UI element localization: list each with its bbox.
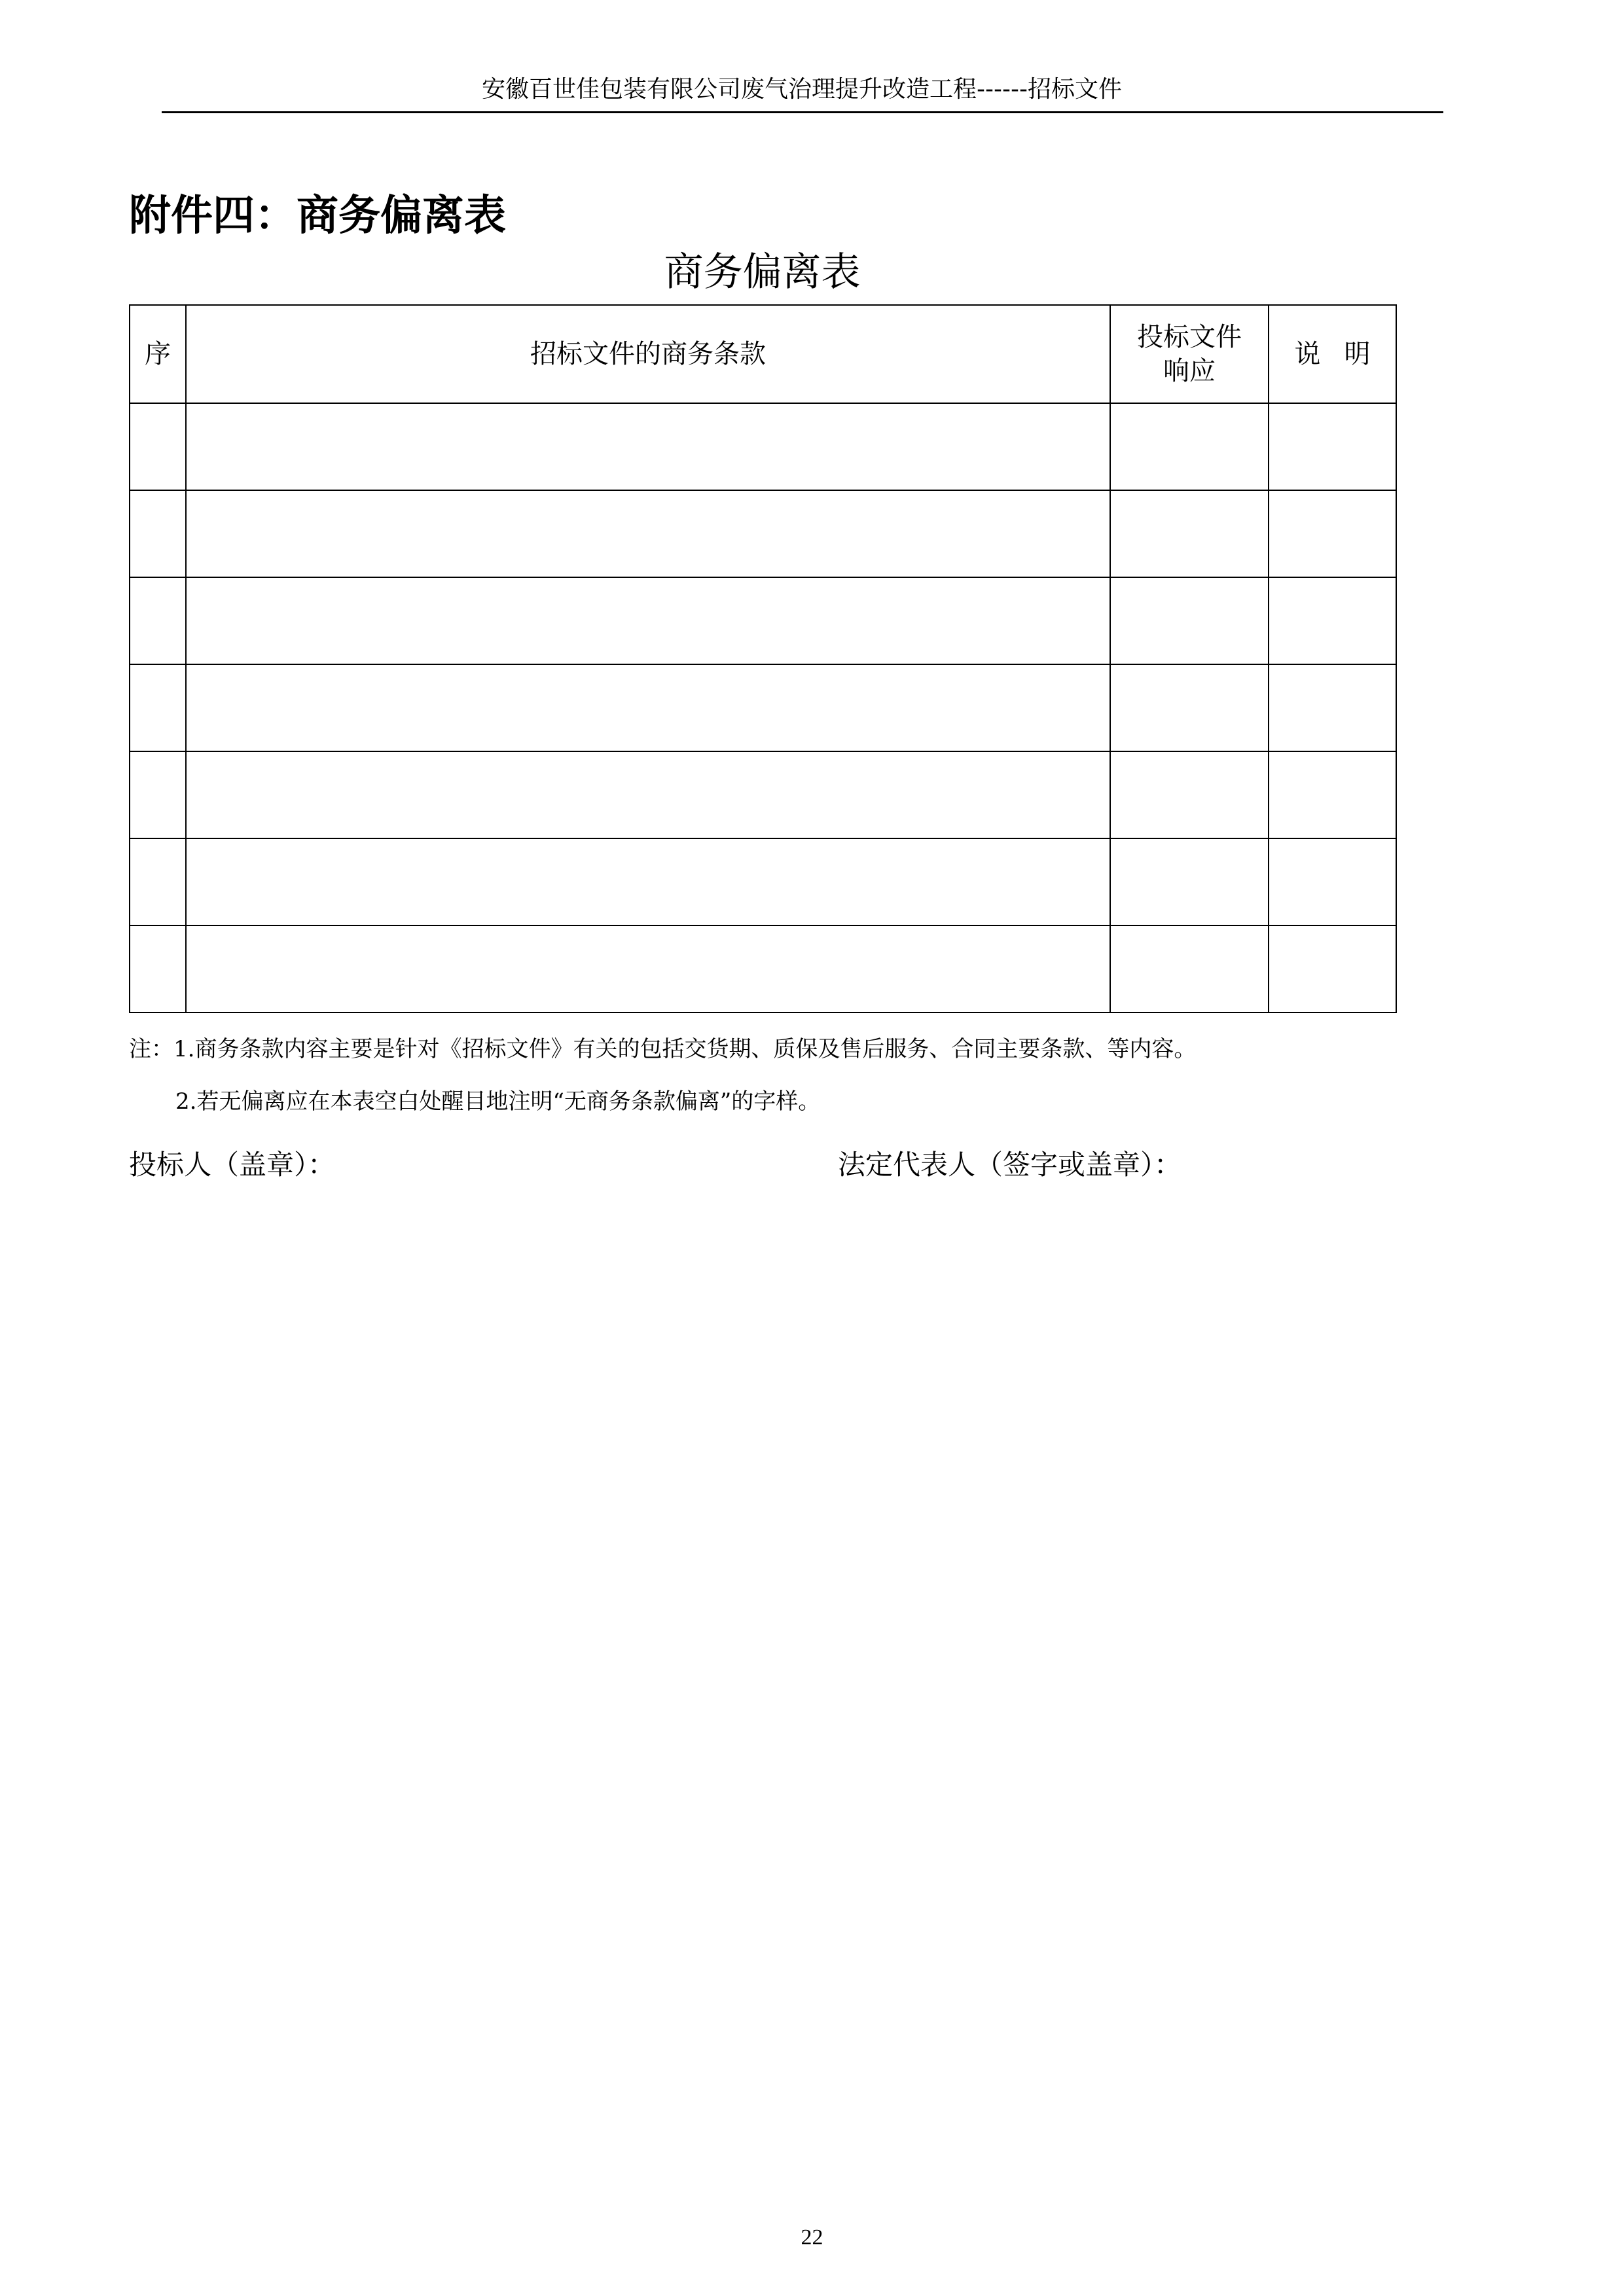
cell-response xyxy=(1110,664,1269,751)
cell-response xyxy=(1110,403,1269,490)
table-row xyxy=(130,664,1396,751)
table-row xyxy=(130,577,1396,664)
cell-seq xyxy=(130,751,186,838)
cell-terms xyxy=(186,925,1110,1013)
column-header-note xyxy=(1269,305,1396,403)
column-header-note-label: 说明 xyxy=(1294,339,1394,369)
table-header-row xyxy=(130,305,1396,403)
bidder-seal-label: 投标人（盖章）： xyxy=(129,1149,336,1181)
table-note-2: 2.若无偏离应在本表空白处醒目地注明“无商务条款偏离”的字样。 xyxy=(175,1088,821,1115)
header-title: 安徽百世佳包装有限公司废气治理提升改造工程------招标文件 xyxy=(482,76,1122,103)
cell-note xyxy=(1269,664,1396,751)
cell-seq xyxy=(130,925,186,1013)
cell-note xyxy=(1269,403,1396,490)
cell-terms xyxy=(186,577,1110,664)
section-title: 附件四：商务偏离表 xyxy=(129,192,506,240)
cell-note xyxy=(1269,838,1396,925)
cell-response xyxy=(1110,577,1269,664)
cell-response xyxy=(1110,925,1269,1013)
column-header-response-line2: 响应 xyxy=(1163,356,1216,386)
table-note-1: 注：1.商务条款内容主要是针对《招标文件》有关的包括交货期、质保及售后服务、合同主要条款、等内容。 xyxy=(129,1036,1197,1062)
cell-note xyxy=(1269,490,1396,577)
column-header-response xyxy=(1110,305,1269,403)
table-title: 商务偏离表 xyxy=(664,249,861,295)
table-row xyxy=(130,490,1396,577)
cell-terms xyxy=(186,664,1110,751)
header-rule xyxy=(162,111,1443,113)
cell-seq xyxy=(130,403,186,490)
column-header-response-line1: 投标文件 xyxy=(1137,322,1242,352)
cell-seq xyxy=(130,838,186,925)
column-header-seq: 序 xyxy=(130,305,186,403)
cell-seq xyxy=(130,664,186,751)
table-row xyxy=(130,838,1396,925)
table-row xyxy=(130,751,1396,838)
cell-terms xyxy=(186,751,1110,838)
cell-terms xyxy=(186,490,1110,577)
cell-seq xyxy=(130,490,186,577)
cell-note xyxy=(1269,577,1396,664)
table-row xyxy=(130,403,1396,490)
cell-terms xyxy=(186,403,1110,490)
cell-response xyxy=(1110,751,1269,838)
column-header-terms: 招标文件的商务条款 xyxy=(186,305,1110,403)
page-number: 22 xyxy=(801,2225,823,2250)
table-row xyxy=(130,925,1396,1013)
cell-response xyxy=(1110,838,1269,925)
legal-representative-signature-label: 法定代表人（签字或盖章）： xyxy=(838,1149,1182,1181)
cell-note xyxy=(1269,925,1396,1013)
deviation-table xyxy=(129,304,1397,1013)
cell-seq xyxy=(130,577,186,664)
cell-note xyxy=(1269,751,1396,838)
cell-terms xyxy=(186,838,1110,925)
cell-response xyxy=(1110,490,1269,577)
